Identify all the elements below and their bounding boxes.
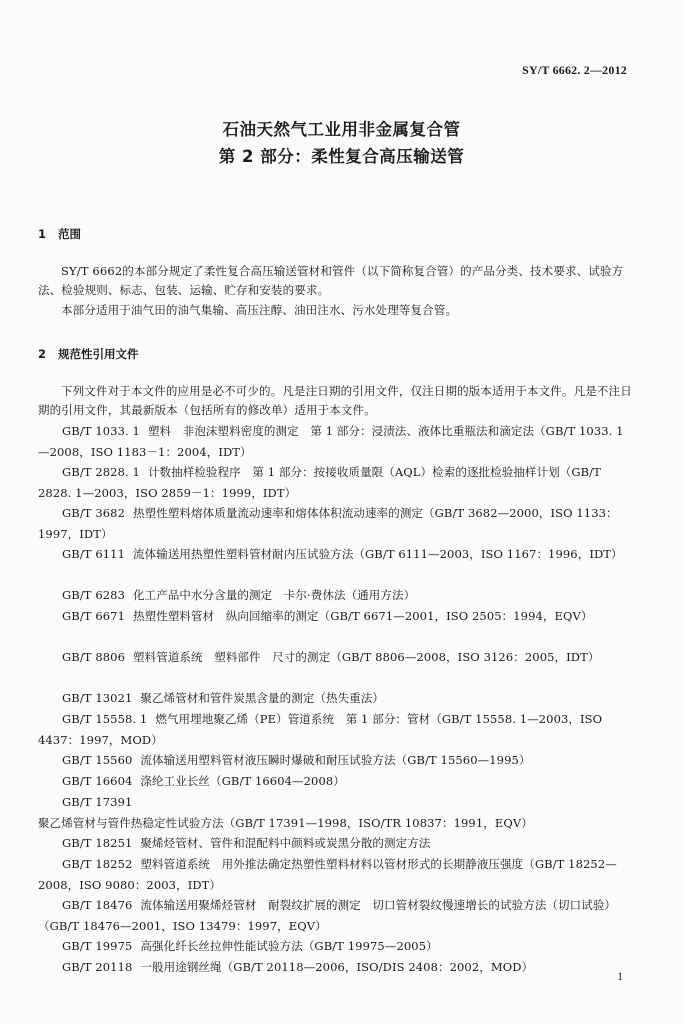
scope-paragraph-2 <box>38 301 632 320</box>
reference-code: GB/T 17391 <box>62 795 133 809</box>
reference-text: 流体输送用聚烯烃管材 耐裂纹扩展的测定 切口管材裂纹慢速增长的试验方法（切口试验）（GB/T 18476—2001，ISO 13479：1997，EQV） <box>38 898 617 933</box>
reference-text: 流体输送用热塑性塑料管材耐内压试验方法（GB/T 6111—2003，ISO 1167：1996，IDT） <box>133 547 623 561</box>
reference-item <box>38 792 632 833</box>
standard-number: SY/T 6662. 2—2012 <box>522 63 627 77</box>
reference-code: GB/T 6671 <box>62 609 126 623</box>
reference-code: GB/T 18251 <box>62 836 133 850</box>
scope-paragraph-2-text: 本部分适用于油气田的油气集输、高压注醇、油田注水、污水处理等复合管。 <box>61 303 458 317</box>
reference-item <box>38 957 632 978</box>
reference-item <box>38 833 632 854</box>
reference-code: GB/T 18476 <box>62 898 133 912</box>
section-2-number: 2 <box>38 347 47 361</box>
reference-item <box>38 688 632 709</box>
reference-item <box>38 895 632 936</box>
reference-text: 塑料 非泡沫塑料密度的测定 第 1 部分：浸渍法、液体比重瓶法和滴定法（GB/T 1033. 1—2008，ISO 1183－1：2004，IDT） <box>38 424 624 459</box>
reference-code: GB/T 18252 <box>62 857 133 871</box>
reference-text: 聚乙烯管材与管件热稳定性试验方法（GB/T 17391—1998，ISO/TR 10837：1991，EQV） <box>38 815 533 830</box>
reference-code: GB/T 6283 <box>62 588 126 602</box>
reference-item <box>38 606 632 627</box>
reference-item <box>38 709 632 750</box>
reference-text: 流体输送用塑料管材液压瞬时爆破和耐压试验方法（GB/T 15560—1995） <box>140 753 531 767</box>
reference-text: 燃气用埋地聚乙烯（PE）管道系统 第 1 部分：管材（GB/T 15558. 1—2003，ISO 4437：1997，MOD） <box>38 712 603 747</box>
section-1-title: 范围 <box>58 227 81 241</box>
page-number: 1 <box>617 971 623 983</box>
reference-text: 一般用途钢丝绳（GB/T 20118—2006，ISO/DIS 2408：2002，MOD） <box>140 960 534 974</box>
document-title-line-1: 石油天然气工业用非金属复合管 <box>222 120 461 139</box>
reference-text: 热塑性塑料熔体质量流动速率和熔体体积流动速率的测定（GB/T 3682—2000，ISO 1133：1997，IDT） <box>38 506 618 541</box>
references-intro-text: 下列文件对于本文件的应用是必不可少的。凡是注日期的引用文件，仅注日期的版本适用于本文件。凡是不注日期的引用文件，其最新版本（包括所有的修改单）适用于本文件。 <box>38 384 632 417</box>
reference-item <box>38 585 632 606</box>
reference-code: GB/T 2828. 1 <box>62 465 140 479</box>
reference-item <box>38 647 632 668</box>
section-2-title: 规范性引用文件 <box>58 347 139 361</box>
reference-text: 计数抽样检验程序 第 1 部分：按接收质量限（AQL）检索的逐批检验抽样计划（GB/T 2828. 1—2003，ISO 2859－1：1999，IDT） <box>38 465 601 500</box>
section-1-heading <box>38 226 81 242</box>
reference-code: GB/T 13021 <box>62 691 133 705</box>
reference-code: GB/T 15560 <box>62 753 133 767</box>
scope-paragraph-1 <box>38 262 632 300</box>
reference-text: 塑料管道系统 塑料部件 尺寸的测定（GB/T 8806—2008，ISO 3126：2005，IDT） <box>133 650 600 664</box>
reference-item <box>38 544 632 565</box>
reference-text: 高强化纤长丝拉伸性能试验方法（GB/T 19975—2005） <box>140 939 438 953</box>
reference-code: GB/T 6111 <box>62 547 126 561</box>
reference-text: 热塑性塑料管材 纵向回缩率的测定（GB/T 6671—2001，ISO 2505：1994，EQV） <box>133 609 593 623</box>
references-intro <box>38 382 632 420</box>
reference-text: 化工产品中水分含量的测定 卡尔·费休法（通用方法） <box>133 588 416 602</box>
reference-item <box>38 854 632 895</box>
reference-item <box>38 750 632 771</box>
reference-code: GB/T 3682 <box>62 506 126 520</box>
reference-code: GB/T 1033. 1 <box>62 424 140 438</box>
reference-item <box>38 462 632 503</box>
reference-item <box>38 503 632 544</box>
reference-text: 涤纶工业长丝（GB/T 16604—2008） <box>140 774 345 788</box>
reference-code: GB/T 16604 <box>62 774 133 788</box>
reference-item <box>38 421 632 462</box>
reference-text: 聚乙烯管材和管件炭黑含量的测定（热失重法） <box>140 691 385 705</box>
reference-item <box>38 771 632 792</box>
reference-item <box>38 936 632 957</box>
section-2-heading <box>38 346 139 362</box>
reference-code: GB/T 19975 <box>62 939 133 953</box>
document-title-line-2: 第 2 部分：柔性复合高压输送管 <box>218 147 465 166</box>
reference-text: 聚烯烃管材、管件和混配料中颜料或炭黑分散的测定方法 <box>140 836 431 850</box>
reference-code: GB/T 15558. 1 <box>62 712 148 726</box>
reference-code: GB/T 20118 <box>62 960 133 974</box>
scope-paragraph-1-text: SY/T 6662的本部分规定了柔性复合高压输送管材和管件（以下简称复合管）的产品分类、技术要求、试验方法、检验规则、标志、包装、运输、贮存和安装的要求。 <box>38 264 624 297</box>
section-1-number: 1 <box>38 227 47 241</box>
reference-code: GB/T 8806 <box>62 650 126 664</box>
reference-text: 塑料管道系统 用外推法确定热塑性塑料材料以管材形式的长期静液压强度（GB/T 18252—2008，ISO 9080：2003，IDT） <box>38 857 617 892</box>
